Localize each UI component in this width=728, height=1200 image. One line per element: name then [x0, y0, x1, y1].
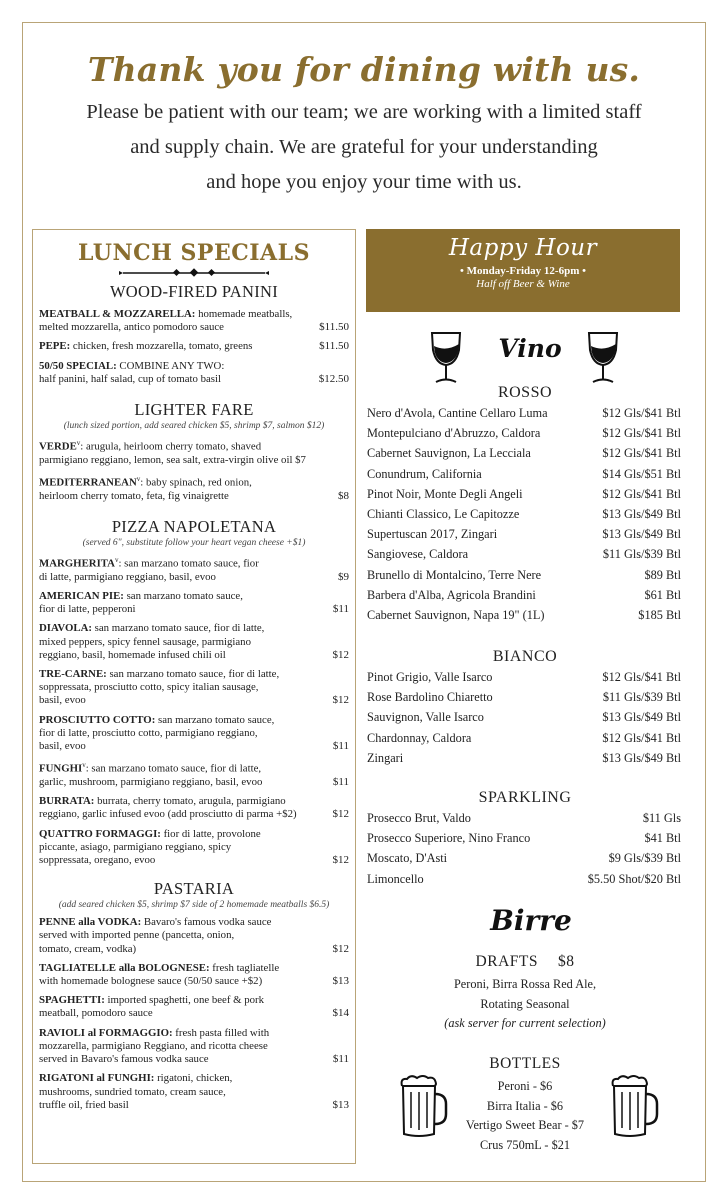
wine-row — [367, 467, 681, 487]
happy-hour-title: Happy Hour — [448, 235, 598, 261]
wine-price: $13 Gls/$49 Btl — [602, 527, 681, 542]
happy-hour-days: • Monday-Friday 12-6pm • — [460, 265, 586, 277]
wine-row — [367, 507, 681, 527]
wine-row — [367, 568, 681, 588]
menu-item: RIGATONI al FUNGHI: rigatoni, chicken, mushrooms, sundried tomato, cream sauce, truffle oil, fried basil $13 — [39, 1072, 349, 1111]
menu-item: TRE-CARNE: san marzano tomato sauce, fior di latte, soppressata, prosciutto cotto, spicy italian sausage, basil, evoo $12 — [39, 668, 349, 707]
rosso-list — [367, 406, 681, 628]
section-heading-rosso: ROSSO — [497, 384, 553, 401]
wine-price: $11 Gls/$39 Btl — [602, 690, 681, 705]
wine-row — [367, 608, 681, 628]
wine-name: Supertuscan 2017, Zingari — [367, 527, 498, 542]
item-price: $11 — [332, 1053, 349, 1066]
drafts-heading: DRAFTS $8 — [475, 953, 575, 970]
wine-name: Prosecco Superiore, Nino Franco — [367, 831, 531, 846]
menu-item: SPAGHETTI: imported spaghetti, one beef & pork meatball, pomodoro sauce $14 — [39, 994, 349, 1020]
wine-name: Zingari — [367, 750, 404, 765]
wine-name: Prosecco Brut, Valdo — [367, 811, 471, 825]
menu-item: MARGHERITA$^v$: san marzano tomato sauce, fior di latte, parmigiano reggiano, basil, evoo $9 — [39, 556, 349, 583]
wine-name: Sauvignon, Valle Isarco — [367, 710, 484, 725]
lunch-specials-title: LUNCH SPECIALS — [78, 240, 310, 266]
menu-item: QUATTRO FORMAGGI: fior di latte, provolone piccante, asiago, parmigiano reggiano, spicy soppressata, oregano, evoo $12 — [39, 827, 349, 867]
wine-name: Nero d'Avola, Cantine Cellaro Luma — [367, 406, 548, 420]
wine-row — [367, 670, 681, 690]
item-price: $11.50 — [319, 321, 349, 334]
item-price: $11 — [332, 776, 349, 789]
item-price: $12 — [332, 808, 349, 821]
item-price: $11.50 — [319, 340, 349, 353]
thanks-heading: Thank you for dining with us. — [87, 50, 641, 89]
drafts-price: $8 — [557, 953, 575, 970]
intro-text — [22, 95, 706, 200]
menu-item: DIAVOLA: san marzano tomato sauce, fior di latte, mixed peppers, spicy fennel sausage, parmigiano reggiano, basil, homemade infused chili oil $12 — [39, 622, 349, 661]
item-price: $12 — [332, 854, 349, 867]
wine-name: Chianti Classico, Le Capitozze — [367, 506, 520, 521]
wine-row — [367, 731, 681, 751]
wine-row — [367, 851, 681, 871]
wine-row — [367, 406, 681, 426]
item-price: $9 — [338, 570, 349, 583]
section-heading-bianco: BIANCO — [492, 648, 558, 665]
wine-row — [367, 872, 681, 892]
wine-price: $12 Gls/$41 Btl — [602, 670, 681, 684]
section-note: (lunch sized portion, add seared chicken $5, shrimp $7, salmon $12) — [63, 421, 325, 432]
wine-price: $89 Btl — [644, 567, 681, 582]
item-price: $11 — [332, 603, 349, 616]
wine-name: Cabernet Sauvignon, Napa 19" (1L) — [367, 607, 545, 622]
item-price: $11 — [332, 740, 349, 753]
section-heading-panini: WOOD-FIRED PANINI — [109, 282, 279, 301]
menu-item: MEDITERRANEAN$^v$: baby spinach, red onion, heirloom cherry tomato, feta, fig vinaigrette $8 — [39, 475, 349, 502]
wine-row — [367, 710, 681, 730]
wine-price: $11 Gls/$39 Btl — [602, 547, 681, 562]
wine-name: Pinot Noir, Monte Degli Angeli — [367, 486, 523, 501]
beer-mug-icon — [608, 1074, 660, 1140]
wine-name: Montepulciano d'Abruzzo, Caldora — [367, 426, 541, 441]
wine-glass-icon — [426, 330, 466, 386]
header — [22, 50, 706, 200]
wine-name: Cabernet Sauvignon, La Lecciala — [367, 446, 531, 461]
item-price: $12 — [332, 648, 349, 661]
wine-row — [367, 751, 681, 771]
wine-price: $41 Btl — [644, 831, 681, 846]
menu-item: RAVIOLI al FORMAGGIO: fresh pasta filled with mozzarella, parmigiano Reggiano, and ricotta cheese served in Bavaro's famous vodka sauce $11 — [39, 1026, 349, 1066]
menu-item: MEATBALL & MOZZARELLA: homemade meatballs, melted mozzarella, antico pomodoro sauce $11.50 — [39, 308, 349, 334]
bottles-list: Peroni - $6 Birra Italia - $6 Vertigo Sweet Bear - $7 Crus 750mL - $21 — [465, 1079, 585, 1152]
wine-price: $14 Gls/$51 Btl — [602, 466, 681, 481]
menu-item: 50/50 SPECIAL: COMBINE ANY TWO: half panini, half salad, cup of tomato basil $12.50 — [39, 359, 349, 385]
wine-row — [367, 446, 681, 466]
pizza-list — [39, 554, 349, 867]
menu-item: PROSCIUTTO COTTO: san marzano tomato sauce, fior di latte, prosciutto cotto, parmigiano reggiano, basil, evoo $11 — [39, 713, 349, 753]
menu-item: PEPE: chicken, fresh mozzarella, tomato, greens $11.50 — [39, 340, 349, 353]
wine-price: $13 Gls/$49 Btl — [602, 710, 681, 725]
wine-price: $12 Gls/$41 Btl — [602, 486, 681, 501]
section-heading-lighter: LIGHTER FARE — [134, 400, 254, 420]
wine-price: $185 Btl — [638, 607, 681, 622]
wine-row — [367, 547, 681, 567]
wine-name: Conundrum, California — [367, 466, 482, 481]
wine-name: Brunello di Montalcino, Terre Nere — [367, 567, 542, 582]
menu-item: TAGLIATELLE alla BOLOGNESE: fresh tagliatelle with homemade bolognese sauce (50/50 sauce +$2) $13 — [39, 961, 349, 988]
sparkling-list — [367, 811, 681, 892]
intro-line: and supply chain. We are grateful for your understanding — [130, 136, 598, 158]
wine-row — [367, 588, 681, 608]
wine-price: $11 Gls — [642, 811, 681, 825]
intro-line: Please be patient with our team; we are working with a limited staff — [86, 101, 642, 123]
menu-item: PENNE alla VODKA: Bavaro's famous vodka sauce served with imported penne (pancetta, onion, tomato, cream, vodka) $12 — [39, 916, 349, 955]
wine-price: $12 Gls/$41 Btl — [602, 446, 681, 461]
wine-price: $13 Gls/$49 Btl — [602, 750, 681, 765]
wine-price: $12 Gls/$41 Btl — [602, 426, 681, 441]
item-price: $13 — [332, 975, 349, 988]
section-note: (add seared chicken $5, shrimp $7 side of 2 homemade meatballs $6.5) — [58, 900, 330, 911]
item-price: $14 — [332, 1007, 349, 1020]
lunch-specials-panel — [32, 229, 356, 1164]
section-note: (served 6", substitute follow your heart vegan cheese +$1) — [82, 538, 306, 549]
wine-price: $13 Gls/$49 Btl — [602, 506, 681, 521]
wine-name: Chardonnay, Caldora — [367, 730, 472, 745]
item-price: $12 — [332, 942, 349, 955]
wine-name: Rose Bardolino Chiaretto — [367, 690, 493, 705]
item-price: $12 — [332, 694, 349, 707]
happy-hour-banner — [366, 229, 680, 312]
bottles-heading: BOTTLES — [489, 1055, 561, 1072]
wine-row — [367, 831, 681, 851]
wine-row — [367, 487, 681, 507]
wine-price: $12 Gls/$41 Btl — [602, 730, 681, 745]
beer-mug-icon — [397, 1074, 449, 1140]
wine-name: Barbera d'Alba, Agricola Brandini — [367, 587, 536, 602]
wine-price: $5.50 Shot/$20 Btl — [587, 871, 681, 886]
menu-item: FUNGHI$^v$: san marzano tomato sauce, fior di latte, garlic, mushroom, parmigiano reggiano, basil, evoo $11 — [39, 761, 349, 789]
wine-name: Sangiovese, Caldora — [367, 547, 469, 562]
item-price: $12.50 — [318, 372, 349, 385]
wine-name: Limoncello — [367, 871, 424, 886]
wine-price: $61 Btl — [644, 587, 681, 602]
wine-glass-icon — [583, 330, 623, 386]
vino-title: Vino — [498, 334, 562, 363]
happy-hour-deal: Half off Beer & Wine — [476, 278, 570, 290]
item-price: $8 — [338, 489, 349, 502]
section-heading-sparkling: SPARKLING — [478, 789, 572, 806]
item-price: $13 — [332, 1098, 349, 1111]
section-heading-pizza: PIZZA NAPOLETANA — [111, 517, 277, 537]
drafts-list: Peroni, Birra Rossa Red Ale, Rotating Seasonal (ask server for current selection) — [444, 977, 606, 1030]
wine-row — [367, 811, 681, 831]
menu-item: AMERICAN PIE: san marzano tomato sauce, fior di latte, pepperoni $11 — [39, 590, 349, 616]
pasta-list — [39, 916, 349, 1112]
wine-name: Moscato, D'Asti — [367, 851, 448, 866]
wine-price: $9 Gls/$39 Btl — [608, 851, 681, 866]
wine-price: $12 Gls/$41 Btl — [602, 406, 681, 420]
wine-row — [367, 527, 681, 547]
section-heading-pastaria: PASTARIA — [153, 879, 235, 899]
bianco-list — [367, 670, 681, 771]
wine-name: Pinot Grigio, Valle Isarco — [367, 670, 493, 684]
flourish-divider-icon — [119, 268, 269, 278]
birre-title: Birre — [490, 904, 572, 937]
menu-item: VERDE$^v$: arugula, heirloom cherry tomato, shaved parmigiano reggiano, lemon, sea salt, extra-virgin olive oil $7 — [39, 439, 306, 466]
menu-item: BURRATA: burrata, cherry tomato, arugula, parmigiano reggiano, garlic infused evoo (add prosciutto di parma +$2) $12 — [39, 795, 349, 821]
wine-row — [367, 426, 681, 446]
wine-row — [367, 690, 681, 710]
intro-line: and hope you enjoy your time with us. — [206, 171, 522, 193]
